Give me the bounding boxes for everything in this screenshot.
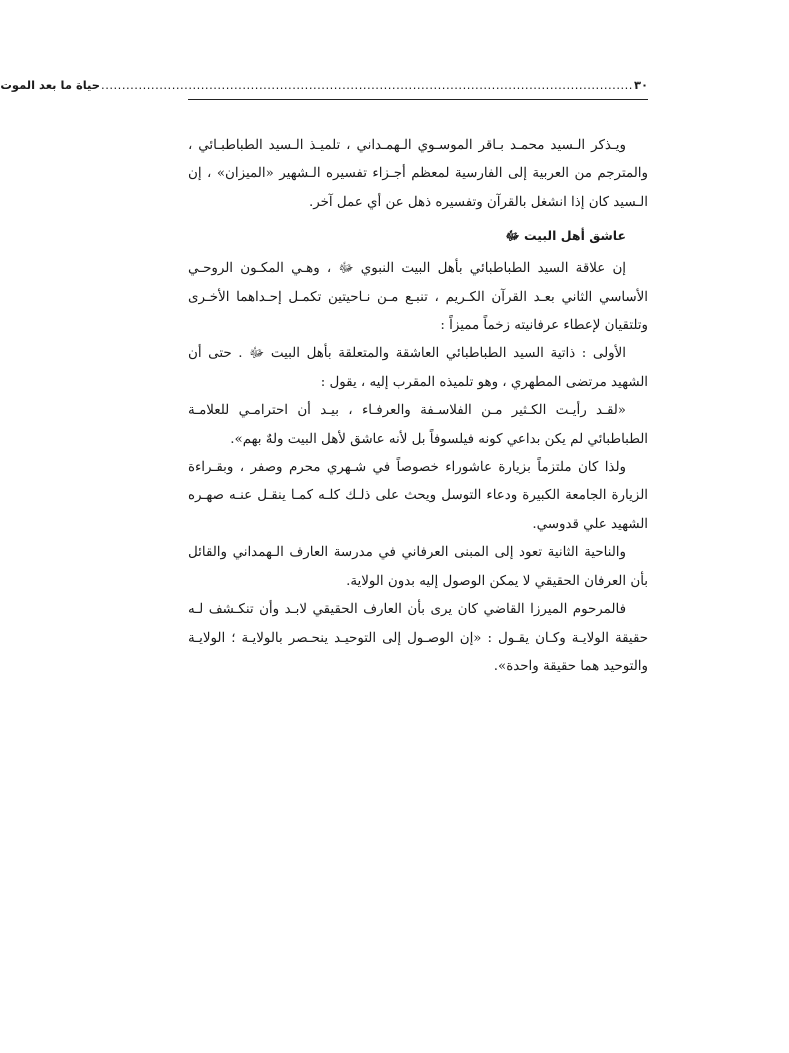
book-title: حياة ما بعد الموت bbox=[0, 78, 101, 92]
paragraph-1: ويـذكر الـسيد محمـد بـاقر الموسـوي الـهمـداني ، تلميـذ الـسيد الطباطبـائي ، والمترجم من العربية إلى الفارسية لمعظم أجـزاء تفسيره الـشهير «الميزان» ، إن الـسيد كان إذا انشغل بالقرآن وتفسيره ذهل عن أي عمل آخر. bbox=[188, 138, 648, 210]
document-page bbox=[0, 78, 648, 681]
section-heading: عاشق أهل البيت ﷻ bbox=[505, 228, 626, 244]
header-dot-leader: ................................................................................................................................ bbox=[101, 78, 633, 92]
body-text bbox=[188, 132, 648, 681]
header-rule bbox=[188, 99, 648, 100]
paragraph-3: الأولى : ذاتية السيد الطباطبائي العاشقة والمتعلقة بأهل البيت ﷻ . حتى أن الشهيد مرتضى المطهري ، وهو تلميذه المقرب إليه ، يقول : bbox=[188, 346, 648, 390]
paragraph-2: إن علاقة السيد الطباطبائي بأهل البيت النبوي ﷻ ، وهـي المكـون الروحـي الأساسي الثاني بعـد القرآن الكـريم ، تنبـع مـن نـاحيتين تكمـل إحـداهما الأخـرى وتلتقيان لإعطاء عرفانيته زخماً مميزاً : bbox=[188, 261, 648, 334]
running-header bbox=[0, 78, 648, 96]
paragraph-5: والناحية الثانية تعود إلى المبنى العرفاني في مدرسة العارف الـهمداني والقائل بأن العرفان الحقيقي لا يمكن الوصول إليه بدون الولاية. bbox=[188, 545, 648, 589]
paragraph-4: ولذا كان ملتزماً بزيارة عاشوراء خصوصاً في شـهري محرم وصفر ، وبقـراءة الزيارة الجامعة الكبيرة ودعاء التوسل ويحث على ذلـك كلـه كمـا ينقـل عنـه صهـره الشهيد علي قدوسي. bbox=[188, 460, 648, 532]
paragraph-quote: «لقـد رأيـت الكـثير مـن الفلاسـفة والعرفـاء ، بيـد أن احترامـي للعلامـة الطباطبائي لم يكن بداعي كونه فيلسوفاً بل لأنه عاشق لأهل البيت ولهٌ بهم». bbox=[188, 403, 648, 447]
paragraph-6: فالمرحوم الميرزا القاضي كان يرى بأن العارف الحقيقي لابـد وأن تنكـشف لـه حقيقة الولايـة وكـان يقـول : «إن الوصـول إلى التوحيـد ينحـصر بالولايـة ؛ الولايـة والتوحيد هما حقيقة واحدة». bbox=[188, 602, 648, 674]
page-number: ٣٠ bbox=[633, 78, 648, 92]
